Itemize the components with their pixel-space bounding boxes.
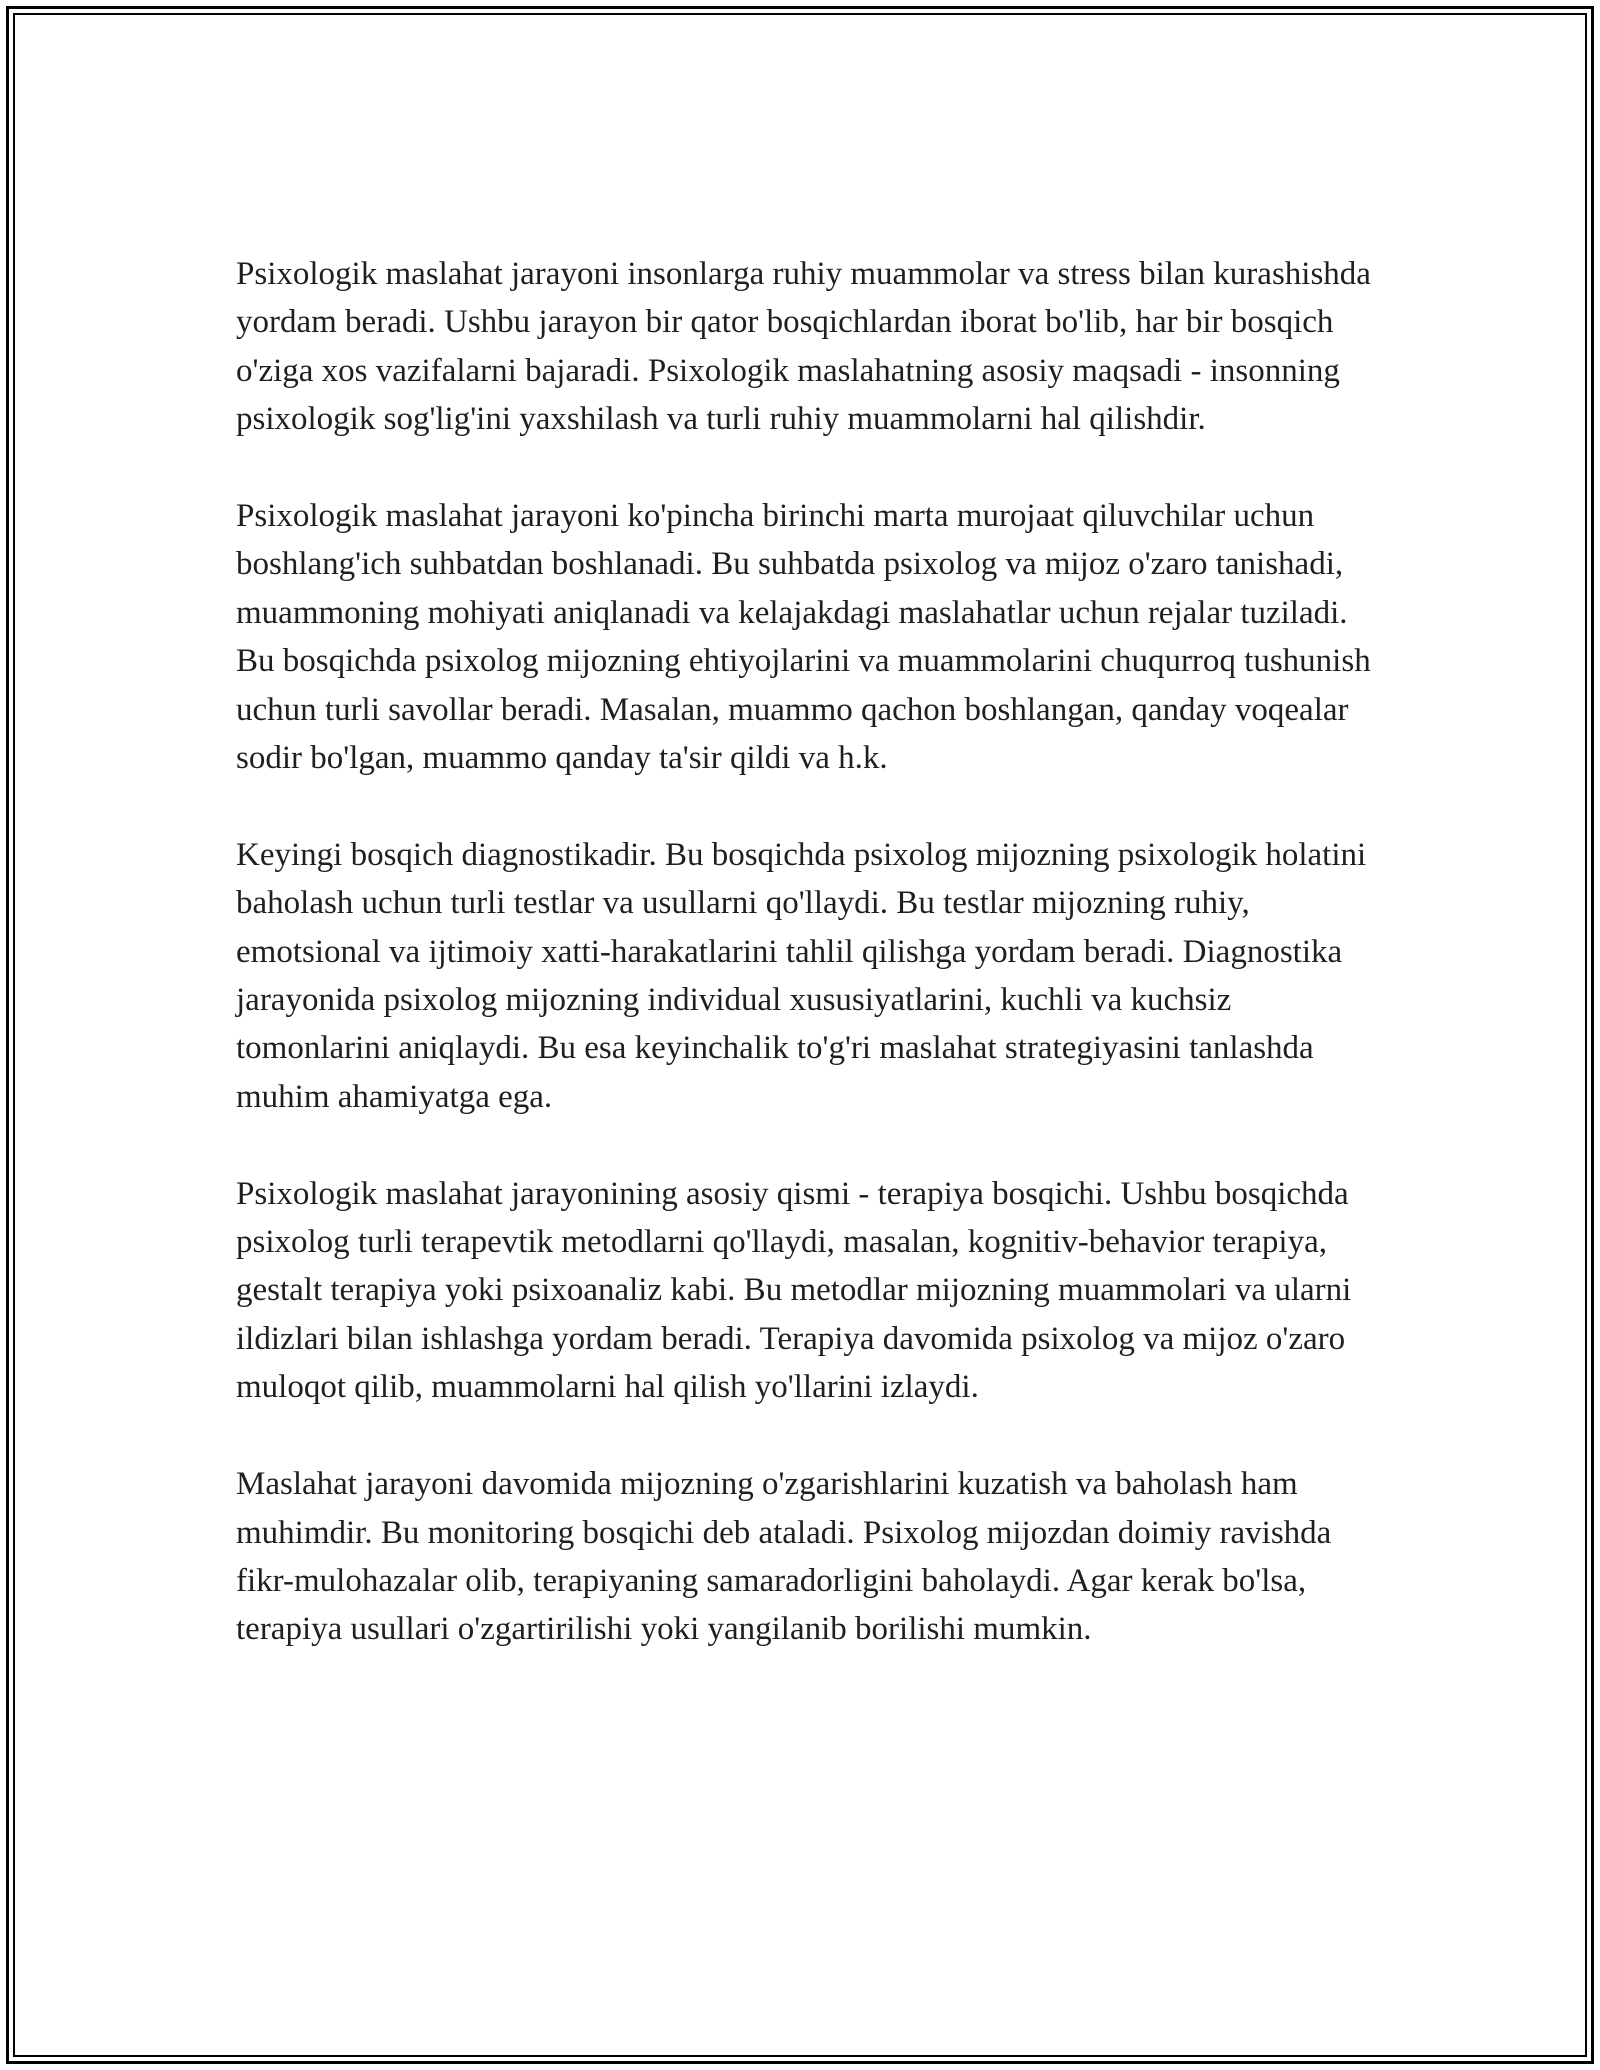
paragraph-therapy: Psixologik maslahat jarayonining asosiy qismi - terapiya bosqichi. Ushbu bosqichda psixolog turli terapevtik metodlarni qo'llaydi, masalan, kognitiv-behavior terapiya, gestalt terapiya yoki psixoanaliz kabi. Bu metodlar mijozning muammolari va ularni ildizlari bilan ishlashga yordam beradi. Terapiya davomida psixolog va mijoz o'zaro muloqot qilib, muammolarni hal qilish yo'llarini izlaydi.: [236, 1175, 1352, 1406]
paragraph-intro: Psixologik maslahat jarayoni insonlarga ruhiy muammolar va stress bilan kurashishda yordam beradi. Ushbu jarayon bir qator bosqichlardan iborat bo'lib, har bir bosqich o'ziga xos vazifalarni bajaradi. Psixologik maslahatning asosiy maqsadi - insonning psixologik sog'lig'ini yaxshilash va turli ruhiy muammolarni hal qilishdir.: [236, 256, 1371, 438]
paragraph-monitoring: Maslahat jarayoni davomida mijozning o'zgarishlarini kuzatish va baholash ham muhimdir. Bu monitoring bosqichi deb ataladi. Psixolog mijozdan doimiy ravishda fikr-mulohazalar olib, terapiyaning samaradorligini baholaydi. Agar kerak bo'lsa, terapiya usullari o'zgartirilishi yoki yangilanib borilishi mumkin.: [236, 1466, 1332, 1648]
document-body: [236, 250, 1376, 1654]
paragraph-diagnostics: Keyingi bosqich diagnostikadir. Bu bosqichda psixolog mijozning psixologik holatini baholash uchun turli testlar va usullarni qo'llaydi. Bu testlar mijozning ruhiy, emotsional va ijtimoiy xatti-harakatlarini tahlil qilishga yordam beradi. Diagnostika jarayonida psixolog mijozning individual xususiyatlarini, kuchli va kuchsiz tomonlarini aniqlaydi. Bu esa keyinchalik to'g'ri maslahat strategiyasini tanlashda muhim ahamiyatga ega.: [236, 836, 1367, 1115]
paragraph-initial-interview: Psixologik maslahat jarayoni ko'pincha birinchi marta murojaat qiluvchilar uchun boshlang'ich suhbatdan boshlanadi. Bu suhbatda psixolog va mijoz o'zaro tanishadi, muammoning mohiyati aniqlanadi va kelajakdagi maslahatlar uchun rejalar tuziladi. Bu bosqichda psixolog mijozning ehtiyojlarini va muammolarini chuqurroq tushunish uchun turli savollar beradi. Masalan, muammo qachon boshlangan, qanday voqealar sodir bo'lgan, muammo qanday ta'sir qildi va h.k.: [236, 498, 1371, 777]
